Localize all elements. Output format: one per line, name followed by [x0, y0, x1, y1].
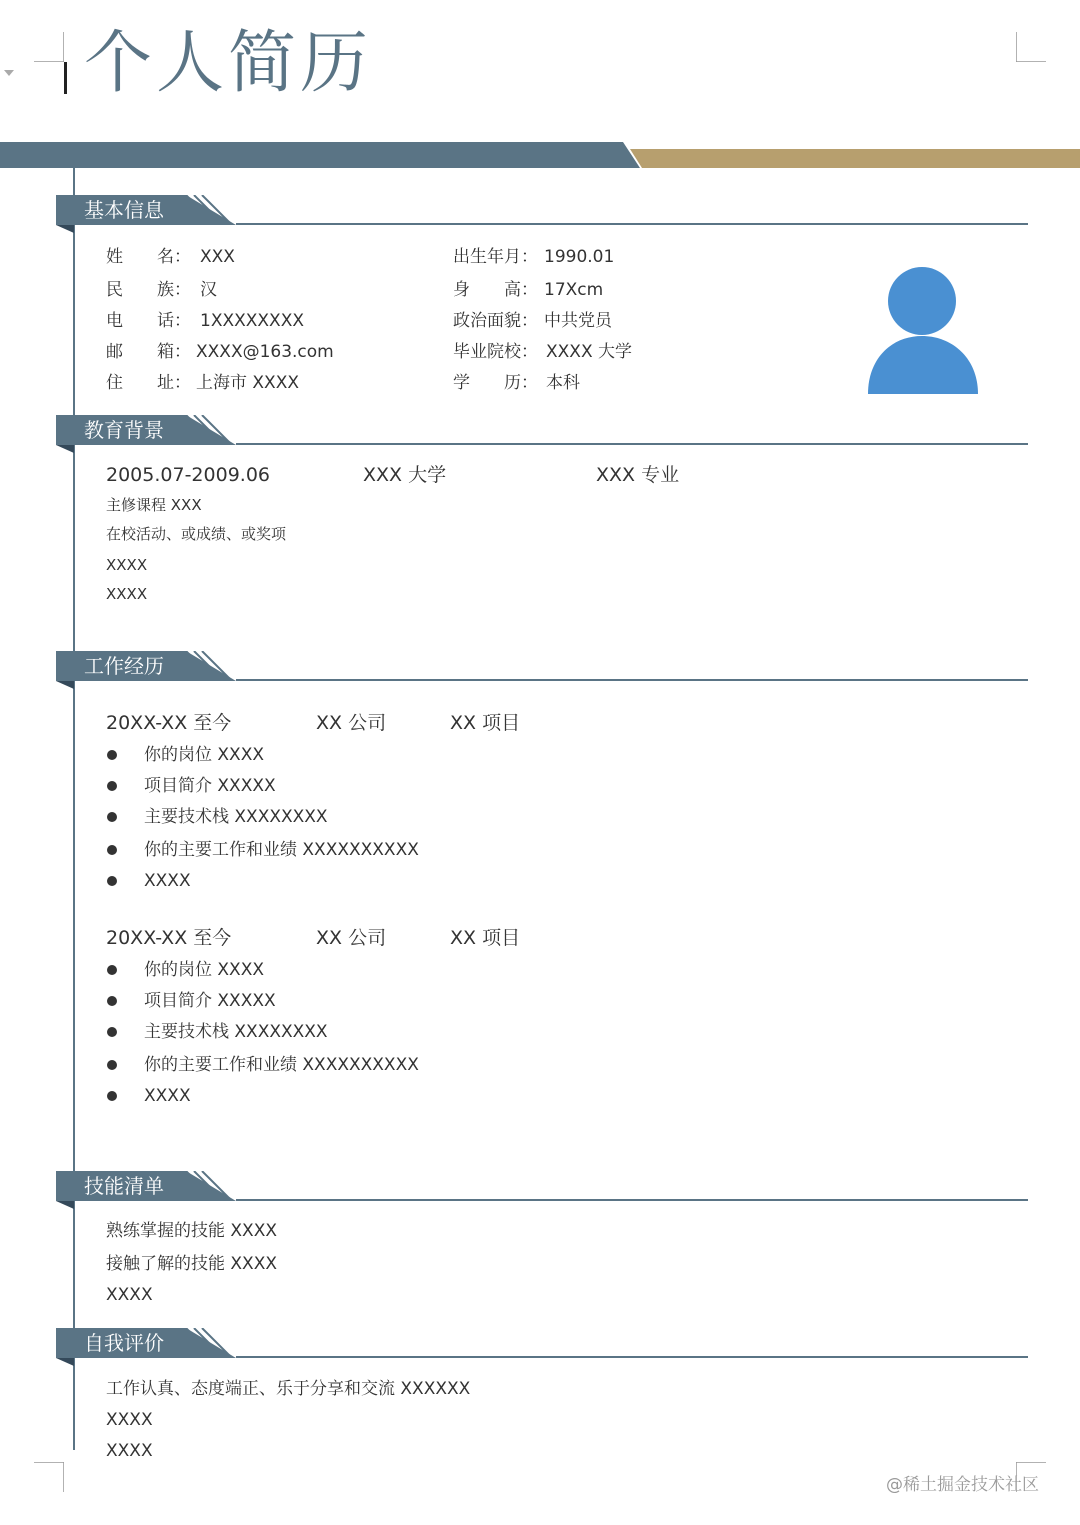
- self-eval-line: 工作认真、态度端正、乐于分享和交流 XXXXXX: [106, 1379, 471, 1399]
- info-label-phone: 电 话：: [106, 311, 191, 331]
- bullet-dot: [107, 1060, 117, 1070]
- work-bullet: 你的主要工作和业绩 XXXXXXXXXX: [144, 840, 419, 860]
- bullet-dot: [107, 781, 117, 791]
- section-title-self: 自我评价: [84, 1331, 164, 1355]
- work-bullet: 主要技术栈 XXXXXXXX: [144, 1022, 328, 1042]
- section-tab-fold: [56, 1201, 74, 1209]
- bullet-dot: [107, 996, 117, 1006]
- education-major: XXX 专业: [596, 464, 680, 486]
- work-project: XX 项目: [450, 927, 521, 949]
- work-bullet: 项目简介 XXXXX: [144, 776, 276, 796]
- timeline-rule: [73, 168, 75, 1450]
- section-stripes-icon: [184, 415, 240, 445]
- work-bullet: 项目简介 XXXXX: [144, 991, 276, 1011]
- info-value-name: XXX: [200, 247, 235, 267]
- info-value-height: 17Xcm: [544, 280, 604, 300]
- section-title-work: 工作经历: [84, 654, 164, 678]
- user-silhouette-icon[interactable]: [866, 266, 980, 396]
- section-tab-fold: [56, 225, 74, 233]
- info-label-birth: 出生年月：: [453, 247, 538, 267]
- watermark: @稀土掘金技术社区: [886, 1475, 1039, 1495]
- education-date: 2005.07-2009.06: [106, 464, 270, 486]
- info-value-email: XXXX@163.com: [196, 342, 334, 362]
- section-tab-fold: [56, 445, 74, 453]
- education-line: 主修课程 XXX: [106, 496, 202, 514]
- crop-mark-top-left: [34, 32, 64, 62]
- bullet-dot: [107, 876, 117, 886]
- bullet-dot: [107, 965, 117, 975]
- info-label-political: 政治面貌：: [453, 311, 538, 331]
- skill-line: 熟练掌握的技能 XXXX: [106, 1221, 277, 1241]
- section-rule: [236, 223, 1028, 225]
- section-rule: [236, 443, 1028, 445]
- work-bullet: 你的岗位 XXXX: [144, 960, 264, 980]
- bullet-dot: [107, 845, 117, 855]
- info-label-email: 邮 箱：: [106, 342, 191, 362]
- section-tab-fold: [56, 681, 74, 689]
- info-value-birth: 1990.01: [544, 247, 615, 267]
- work-company: XX 公司: [316, 712, 387, 734]
- work-bullet: 主要技术栈 XXXXXXXX: [144, 807, 328, 827]
- bullet-dot: [107, 812, 117, 822]
- work-bullet: 你的岗位 XXXX: [144, 745, 264, 765]
- education-school: XXX 大学: [363, 464, 447, 486]
- section-tab-fold: [56, 1358, 74, 1366]
- info-label-degree: 学 历：: [453, 373, 538, 393]
- bullet-dot: [107, 750, 117, 760]
- section-stripes-icon: [184, 1171, 240, 1201]
- info-label-school: 毕业院校：: [453, 342, 538, 362]
- skill-line: XXXX: [106, 1285, 153, 1305]
- work-date: 20XX-XX 至今: [106, 927, 232, 949]
- section-rule: [236, 1199, 1028, 1201]
- header-band-primary: [0, 142, 640, 168]
- info-label-ethnicity: 民 族：: [106, 280, 191, 300]
- info-label-height: 身 高：: [453, 280, 538, 300]
- info-value-school: XXXX 大学: [546, 342, 632, 362]
- info-value-political: 中共党员: [544, 311, 612, 331]
- section-stripes-icon: [184, 1328, 240, 1358]
- self-eval-line: XXXX: [106, 1410, 153, 1430]
- page-title: 个人简历: [84, 24, 373, 103]
- section-stripes-icon: [184, 651, 240, 681]
- text-cursor: [64, 62, 67, 94]
- education-line: XXXX: [106, 556, 148, 574]
- bullet-dot: [107, 1027, 117, 1037]
- bullet-dot: [107, 1091, 117, 1101]
- info-value-ethnicity: 汉: [200, 280, 217, 300]
- info-value-address: 上海市 XXXX: [196, 373, 299, 393]
- section-title-skills: 技能清单: [84, 1174, 164, 1198]
- header-band-accent: [630, 149, 1080, 168]
- section-rule: [236, 1356, 1028, 1358]
- section-rule: [236, 679, 1028, 681]
- info-label-address: 住 址：: [106, 373, 191, 393]
- work-company: XX 公司: [316, 927, 387, 949]
- info-value-degree: 本科: [546, 373, 580, 393]
- section-title-basic: 基本信息: [84, 198, 164, 222]
- info-value-phone: 1XXXXXXXX: [200, 311, 304, 331]
- education-line: 在校活动、或成绩、或奖项: [106, 525, 287, 543]
- education-line: XXXX: [106, 585, 148, 603]
- work-bullet: XXXX: [144, 871, 191, 891]
- section-stripes-icon: [184, 195, 240, 225]
- skill-line: 接触了解的技能 XXXX: [106, 1254, 277, 1274]
- crop-mark-top-right: [1016, 32, 1046, 62]
- info-label-name: 姓 名：: [106, 247, 191, 267]
- dropdown-caret-icon[interactable]: [4, 70, 14, 76]
- section-title-education: 教育背景: [84, 418, 164, 442]
- self-eval-line: XXXX: [106, 1441, 153, 1461]
- work-bullet: XXXX: [144, 1086, 191, 1106]
- work-project: XX 项目: [450, 712, 521, 734]
- work-bullet: 你的主要工作和业绩 XXXXXXXXXX: [144, 1055, 419, 1075]
- crop-mark-bottom-left: [34, 1462, 64, 1492]
- work-date: 20XX-XX 至今: [106, 712, 232, 734]
